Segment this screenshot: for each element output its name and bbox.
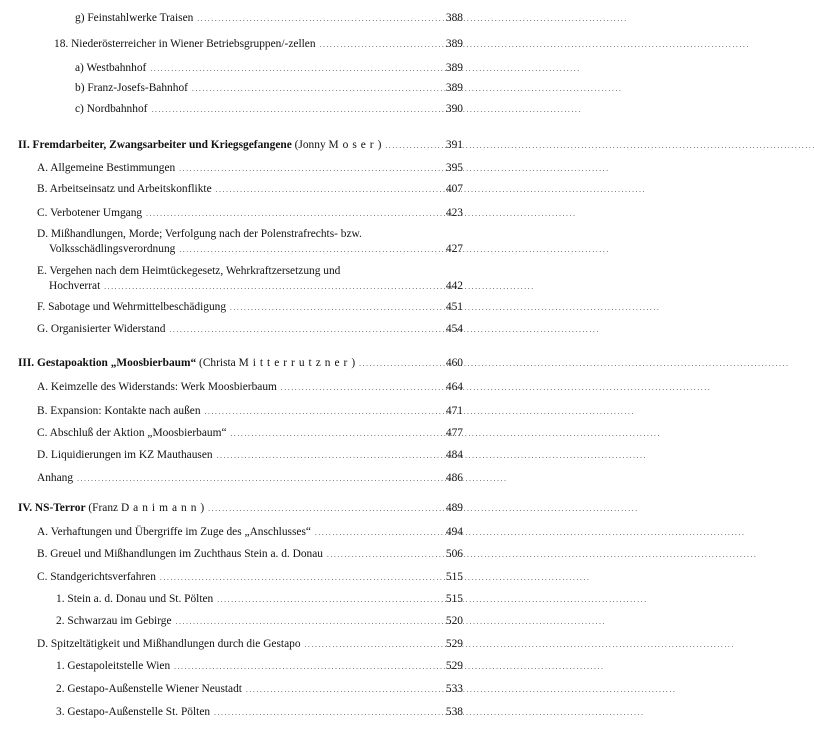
toc-entry-title: D. Spitzeltätigkeit und Mißhandlungen durch die Gestapo [37,638,301,650]
toc-entry-title: 2. Schwarzau im Gebirge [56,615,172,627]
author-close: ) [377,139,382,151]
toc-page-number: 489 [445,502,463,514]
leader-dots [197,11,437,26]
toc-entry [37,182,463,197]
toc-entry-title-line1: E. Vergehen nach dem Heimtückegesetz, Wehrkraftzersetzung und [37,265,341,277]
toc-page-number: 484 [445,449,463,461]
toc-entry [37,380,463,395]
toc-section-heading [18,138,463,153]
toc-entry-title: a) Westbahnhof [75,62,147,74]
author-open: (Jonny [294,139,329,151]
leader-dots [77,471,437,486]
toc-page-number: 389 [445,62,463,74]
toc-page-number: 529 [445,638,463,650]
toc-page-number: 427 [445,242,463,255]
toc-page-number: 506 [445,548,463,560]
toc-entry-title: D. Liquidierungen im KZ Mauthausen [37,449,213,461]
toc-entry [37,547,463,562]
leader-dots [192,81,437,96]
toc-entry [56,592,463,607]
author-name: Moser [328,139,378,151]
toc-page-number: 515 [445,593,463,605]
toc-entry [56,682,463,697]
leader-dots [146,206,437,221]
toc-page-number: 460 [445,357,463,369]
toc-page-number: 471 [445,405,463,417]
toc-entry [37,206,463,221]
toc-page-number: 395 [445,162,463,174]
author-open: (Christa [199,357,239,369]
leader-dots [151,102,437,117]
toc-entry [37,300,463,315]
toc-entry-multiline [37,227,463,257]
leader-dots [174,659,437,674]
toc-page-number: 533 [445,683,463,695]
toc-entry-title-line2: Volksschädlingsverordnung [49,242,176,255]
leader-dots [208,501,437,516]
leader-dots [216,182,437,197]
leader-dots [176,614,437,629]
toc-entry-title-line2-row [49,279,463,294]
toc-entry-title: C. Verbotener Umgang [37,207,143,219]
toc-entry-title-line2: Hochverrat [49,279,101,292]
leader-dots [170,322,438,337]
toc-entry [37,404,463,419]
toc-page-number: 451 [445,301,463,313]
toc-entry [54,37,463,52]
author-open: (Franz [88,502,121,514]
toc-entry-title-line2-row [49,242,463,257]
author-close: ) [200,502,205,514]
toc-entry-title: A. Verhaftungen und Übergriffe im Zuge des „Anschlusses“ [37,526,311,538]
leader-dots [217,448,437,463]
toc-entry [37,322,463,337]
toc-page-number: 464 [445,381,463,393]
toc-entry [37,426,463,441]
toc-section-heading [18,501,463,516]
toc-entry-title: c) Nordbahnhof [75,103,148,115]
toc-entry-title: C. Abschluß der Aktion „Moosbierbaum“ [37,427,227,439]
leader-dots [230,300,437,315]
leader-dots [179,161,437,176]
toc-entry-title: b) Franz-Josefs-Bahnhof [75,82,188,94]
toc-page-number: 486 [445,472,463,484]
section-title: II. Fremdarbeiter, Zwangsarbeiter und Kriegsgefangene [18,139,292,151]
toc-page-number: 389 [445,82,463,94]
toc-entry-title: 1. Gestapoleitstelle Wien [56,660,171,672]
toc-entry-title: Anhang [37,472,74,484]
toc-page-number: 520 [445,615,463,627]
leader-dots [214,705,437,720]
toc-entry [75,61,463,76]
toc-entry [37,637,463,652]
toc-entry-title: 1. Stein a. d. Donau und St. Pölten [56,593,214,605]
leader-dots [217,592,437,607]
toc-page-number: 477 [445,427,463,439]
leader-dots [150,61,437,76]
toc-entry-title-line1: D. Mißhandlungen, Morde; Verfolgung nach der Polenstrafrechts- bzw. [37,228,362,240]
leader-dots [231,426,437,441]
toc-entry [75,11,463,26]
toc-entry [75,102,463,117]
toc-entry [37,161,463,176]
leader-dots [205,404,437,419]
toc-page-number: 389 [445,38,463,50]
toc-entry-title: A. Keimzelle des Widerstands: Werk Moosbierbaum [37,381,277,393]
toc-entry-title: G. Organisierter Widerstand [37,323,166,335]
leader-dots [359,356,437,371]
toc-entry-multiline [37,264,463,294]
toc-page-number: 390 [445,103,463,115]
toc-entry [37,448,463,463]
toc-page-number: 407 [445,183,463,195]
toc-entry-title: F. Sabotage und Wehrmittelbeschädigung [37,301,227,313]
toc-entry [37,570,463,585]
toc-page-number: 442 [445,279,463,292]
toc-entry [56,705,463,720]
leader-dots [281,380,437,395]
leader-dots [385,138,437,153]
section-title: IV. NS-Terror [18,502,86,514]
toc-entry-title: C. Standgerichtsverfahren [37,571,156,583]
toc-entry-title: B. Arbeitseinsatz und Arbeitskonflikte [37,183,212,195]
toc-page-number: 423 [445,207,463,219]
toc-entry [37,525,463,540]
section-title: III. Gestapoaktion „Moosbierbaum“ [18,357,197,369]
toc-section-heading [18,356,463,371]
toc-page-number: 538 [445,706,463,718]
toc-entry [37,471,463,486]
toc-page-number: 529 [445,660,463,672]
leader-dots [246,682,437,697]
toc-entry-title: g) Feinstahlwerke Traisen [75,12,194,24]
toc-page-number: 388 [445,12,463,24]
toc-entry-title: A. Allgemeine Bestimmungen [37,162,176,174]
leader-dots [305,637,437,652]
leader-dots [160,570,437,585]
toc-entry-title: B. Greuel und Mißhandlungen im Zuchthaus Stein a. d. Donau [37,548,323,560]
leader-dots [179,242,437,257]
toc-entry [56,614,463,629]
author-close: ) [351,357,356,369]
toc-entry [75,81,463,96]
toc-entry-title: 18. Niederösterreicher in Wiener Betriebsgruppen/-zellen [54,38,316,50]
toc-page-number: 454 [445,323,463,335]
toc-entry-title: 2. Gestapo-Außenstelle Wiener Neustadt [56,683,242,695]
leader-dots [104,279,437,294]
toc-entry-title: 3. Gestapo-Außenstelle St. Pölten [56,706,211,718]
leader-dots [315,525,437,540]
toc-page-number: 391 [445,139,463,151]
leader-dots [320,37,437,52]
toc-entry [56,659,463,674]
leader-dots [327,547,437,562]
toc-entry-title: B. Expansion: Kontakte nach außen [37,405,201,417]
toc-page-number: 515 [445,571,463,583]
author-name: Danimann [120,502,201,514]
author-name: Mitterrutzner [238,357,352,369]
toc-page-number: 494 [445,526,463,538]
